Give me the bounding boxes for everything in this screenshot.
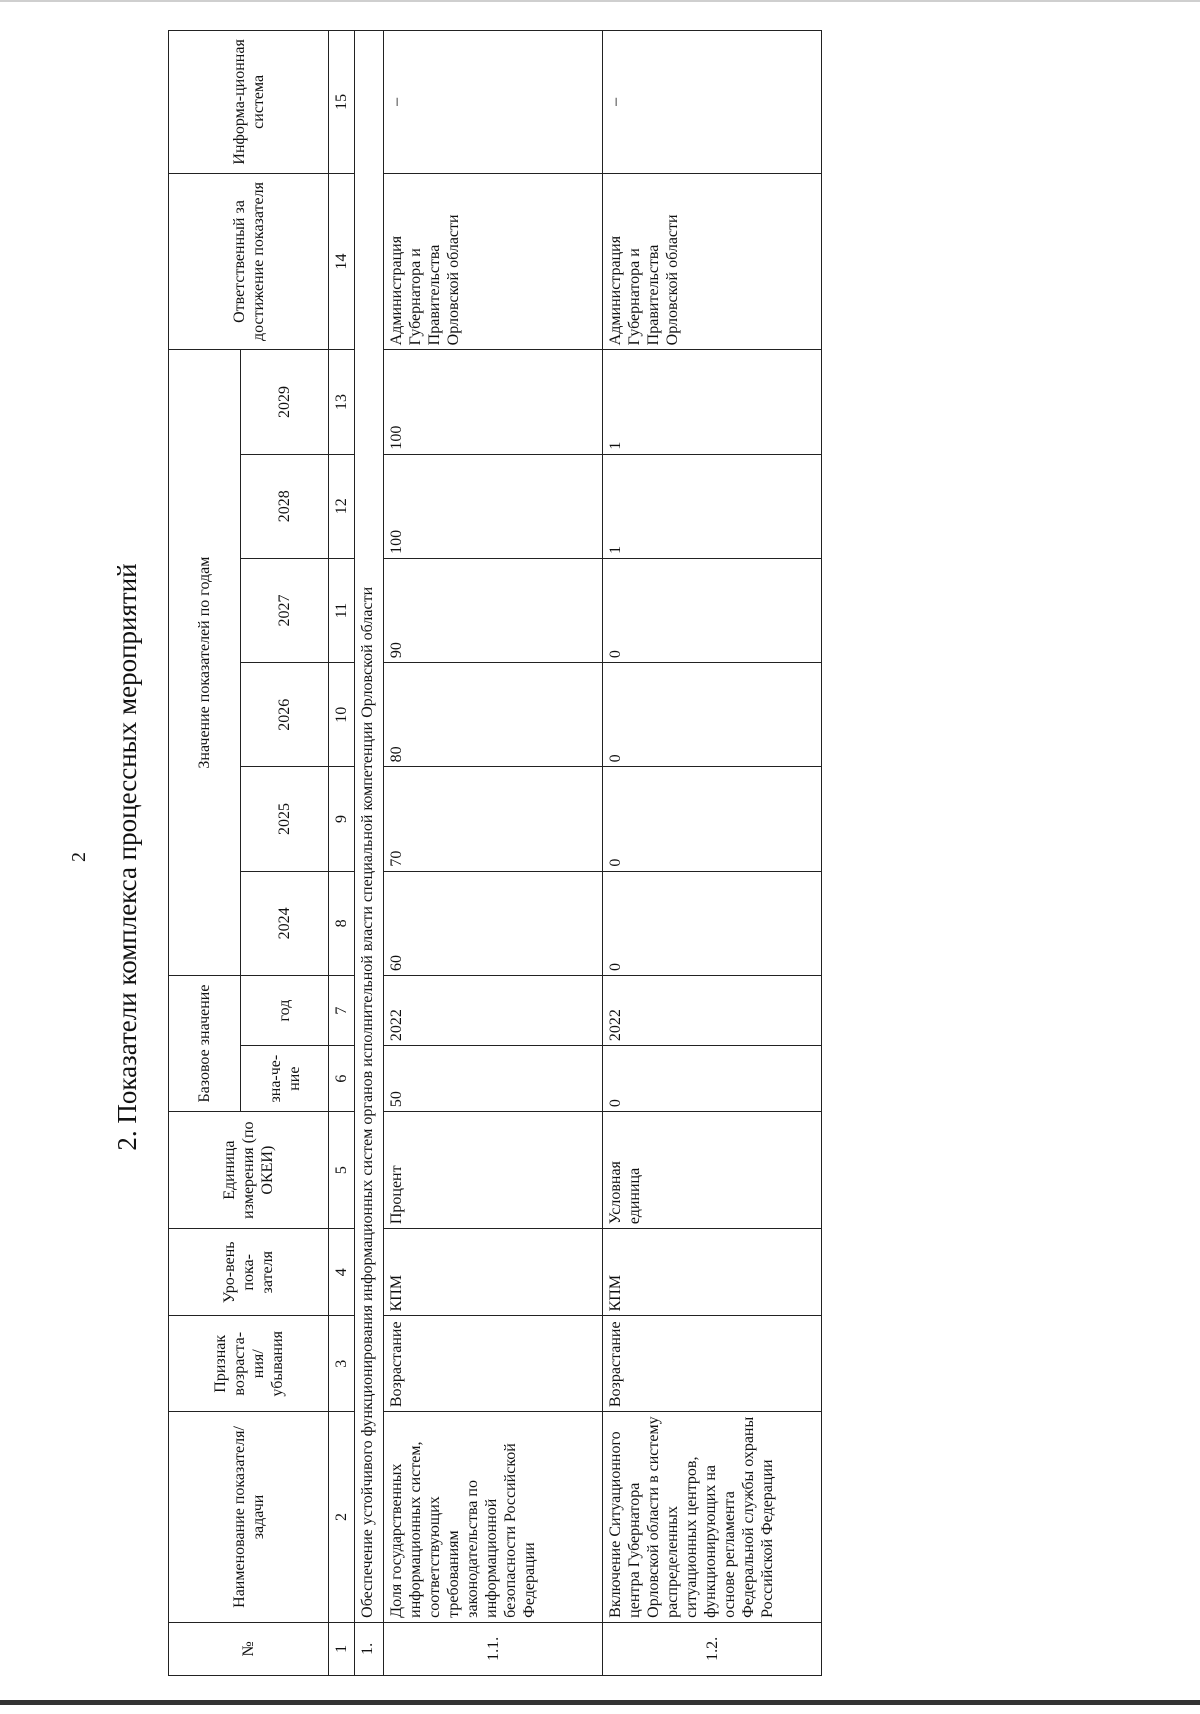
column-number: 11 — [329, 558, 355, 662]
year-value: 1 — [603, 454, 822, 558]
section-title: Обеспечение устойчивого функционирования информационных систем органов исполнительной власти специальной компетенции Орловской области — [355, 31, 384, 1623]
year-value: 100 — [384, 454, 603, 558]
year-value: 1 — [603, 350, 822, 454]
scan-edge-bottom — [0, 1700, 1200, 1705]
indicator-level: КПМ — [384, 1229, 603, 1316]
column-number: 6 — [329, 1046, 355, 1112]
header-unit: Единица измерения (по ОКЕИ) — [169, 1112, 329, 1229]
year-value: 80 — [384, 663, 603, 767]
header-trend: Признак возраста-ния/ убывания — [169, 1316, 329, 1412]
header-name: Наименование показателя/задачи — [169, 1412, 329, 1623]
info-system: – — [384, 31, 603, 174]
indicator-trend: Возрастание — [384, 1316, 603, 1412]
column-number: 13 — [329, 350, 355, 454]
info-system: – — [603, 31, 822, 174]
header-year: 2027 — [241, 558, 329, 662]
header-year: 2025 — [241, 767, 329, 871]
year-value: 60 — [384, 871, 603, 975]
year-value: 0 — [603, 663, 822, 767]
indicator-name: Доля государственных информационных систем, соответствующих требованиям законодательства по информационной безопасности Российской Федерации — [384, 1412, 603, 1623]
year-value: 90 — [384, 558, 603, 662]
header-base-year: год — [241, 975, 329, 1045]
header-base: Базовое значение — [169, 975, 241, 1111]
header-level: Уро-вень пока-зателя — [169, 1229, 329, 1316]
header-year: 2024 — [241, 871, 329, 975]
section-row — [355, 31, 384, 1676]
header-year: 2026 — [241, 663, 329, 767]
year-value: 0 — [603, 767, 822, 871]
header-no: № — [169, 1622, 329, 1675]
base-value: 50 — [384, 1046, 603, 1112]
header-year: 2028 — [241, 454, 329, 558]
header-values-by-year: Значение показателей по годам — [169, 350, 241, 976]
column-number: 15 — [329, 31, 355, 174]
column-number: 5 — [329, 1112, 355, 1229]
header-base-value: зна-че-ние — [241, 1046, 329, 1112]
column-number: 14 — [329, 173, 355, 350]
base-year: 2022 — [603, 975, 822, 1045]
year-value: 70 — [384, 767, 603, 871]
column-number: 1 — [329, 1622, 355, 1675]
base-value: 0 — [603, 1046, 822, 1112]
year-value: 0 — [603, 558, 822, 662]
base-year: 2022 — [384, 975, 603, 1045]
row-number: 1.2. — [603, 1622, 822, 1675]
column-number: 4 — [329, 1229, 355, 1316]
header-info-system: Информа-ционная система — [169, 31, 329, 174]
column-number: 9 — [329, 767, 355, 871]
indicator-trend: Возрастание — [603, 1316, 822, 1412]
header-year: 2029 — [241, 350, 329, 454]
indicators-table — [168, 30, 822, 1676]
row-number: 1.1. — [384, 1622, 603, 1675]
indicator-unit: Процент — [384, 1112, 603, 1229]
column-number: 2 — [329, 1412, 355, 1623]
column-number: 12 — [329, 454, 355, 558]
page-number: 2 — [68, 852, 90, 862]
page-title: 2. Показатели комплекса процессных мероприятий — [112, 563, 142, 1151]
column-number: 10 — [329, 663, 355, 767]
table-row — [384, 31, 603, 1676]
indicator-unit: Условная единица — [603, 1112, 822, 1229]
column-number: 3 — [329, 1316, 355, 1412]
column-numbers-row — [329, 31, 355, 1676]
responsible: Администрация Губернатора и Правительства Орловской области — [384, 173, 603, 350]
table-row — [603, 31, 822, 1676]
column-number: 7 — [329, 975, 355, 1045]
indicator-name: Включение Ситуационного центра Губернатора Орловской области в систему распределенных ситуационных центров, функционирующих на основе регламента Федеральной службы охраны Российской Федерации — [603, 1412, 822, 1623]
header-responsible: Ответственный за достижение показателя — [169, 173, 329, 350]
section-number: 1. — [355, 1622, 384, 1675]
responsible: Администрация Губернатора и Правительства Орловской области — [603, 173, 822, 350]
column-number: 8 — [329, 871, 355, 975]
year-value: 100 — [384, 350, 603, 454]
indicator-level: КПМ — [603, 1229, 822, 1316]
year-value: 0 — [603, 871, 822, 975]
